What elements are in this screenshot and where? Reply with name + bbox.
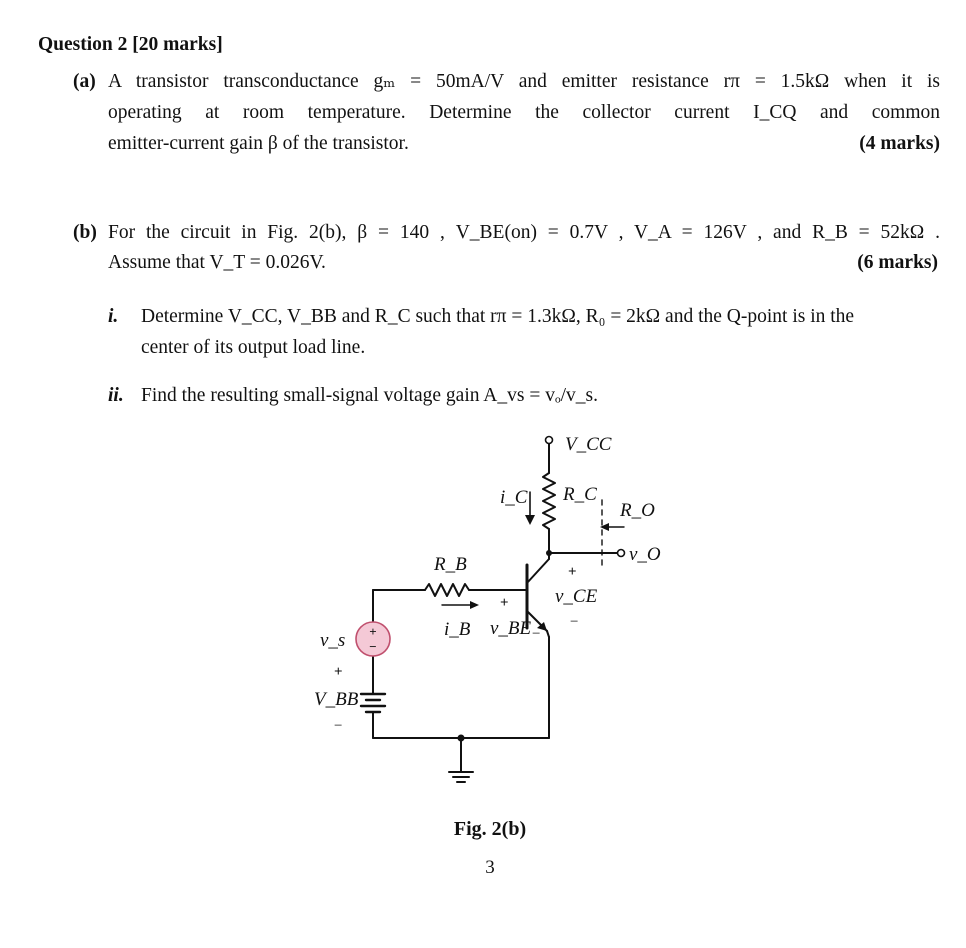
ic-label: i_C [500,487,528,508]
vo-label: v_O [629,544,661,565]
part-b-label: (b) [73,222,97,243]
rb-resistor [425,584,469,596]
vbb-plus: + [334,664,343,680]
vbe-plus: + [500,595,509,611]
vce-minus: − [570,614,579,630]
ib-arrowhead-icon [470,601,479,609]
item-ii-label: ii. [108,385,124,406]
rc-label: R_C [563,484,597,505]
part-b-line-1: For the circuit in Fig. 2(b), β = 140 , V_BE(on) = 0.7V , V_A = 126V , and R_B = 52kΩ . [108,222,940,243]
vbb-minus: − [334,718,343,734]
vbe-label: v_BE [490,618,532,639]
part-a-line-3: emitter-current gain β of the transistor. [108,133,409,154]
ground-node-dot [458,735,465,742]
vs-label: v_s [320,630,346,651]
part-a-line-1: A transistor transconductance gₘ = 50mA/V and emitter resistance rπ = 1.5kΩ when it is [108,71,940,92]
vbe-minus: − [532,626,541,642]
transistor-collector-lead [527,559,549,583]
vs-minus-sign: − [369,639,377,654]
ro-label: R_O [620,500,655,521]
item-i-line-2: center of its output load line. [141,337,366,358]
vo-terminal [618,550,625,557]
part-a-line-2: operating at room temperature. Determine the collector current I_CQ and common [108,102,940,123]
vce-label: v_CE [555,586,598,607]
part-a-label: (a) [73,71,96,92]
rb-label: R_B [434,554,467,575]
vbb-label: V_BB [314,689,359,710]
item-i-label: i. [108,306,119,327]
part-b-line-2: Assume that V_T = 0.026V. [108,252,326,273]
collector-node-dot [546,550,552,556]
ib-label: i_B [444,619,471,640]
page-number: 3 [485,857,495,878]
item-ii-line-1: Find the resulting small-signal voltage gain A_vs = vₒ/v_s. [141,385,598,406]
vs-plus-sign: + [369,624,377,639]
question-title: Question 2 [20 marks] [38,34,223,55]
part-a-marks: (4 marks) [859,133,940,154]
vcc-terminal [546,437,553,444]
ic-arrowhead-icon [525,515,535,525]
part-b-marks: (6 marks) [857,252,938,273]
vce-plus: + [568,564,577,580]
item-i-line-1: Determine V_CC, V_BB and R_C such that rπ = 1.3kΩ, R₀ = 2kΩ and the Q-point is in the [141,306,855,327]
rc-resistor [543,473,555,529]
figure-caption: Fig. 2(b) [453,818,527,840]
vcc-label: V_CC [565,434,612,455]
